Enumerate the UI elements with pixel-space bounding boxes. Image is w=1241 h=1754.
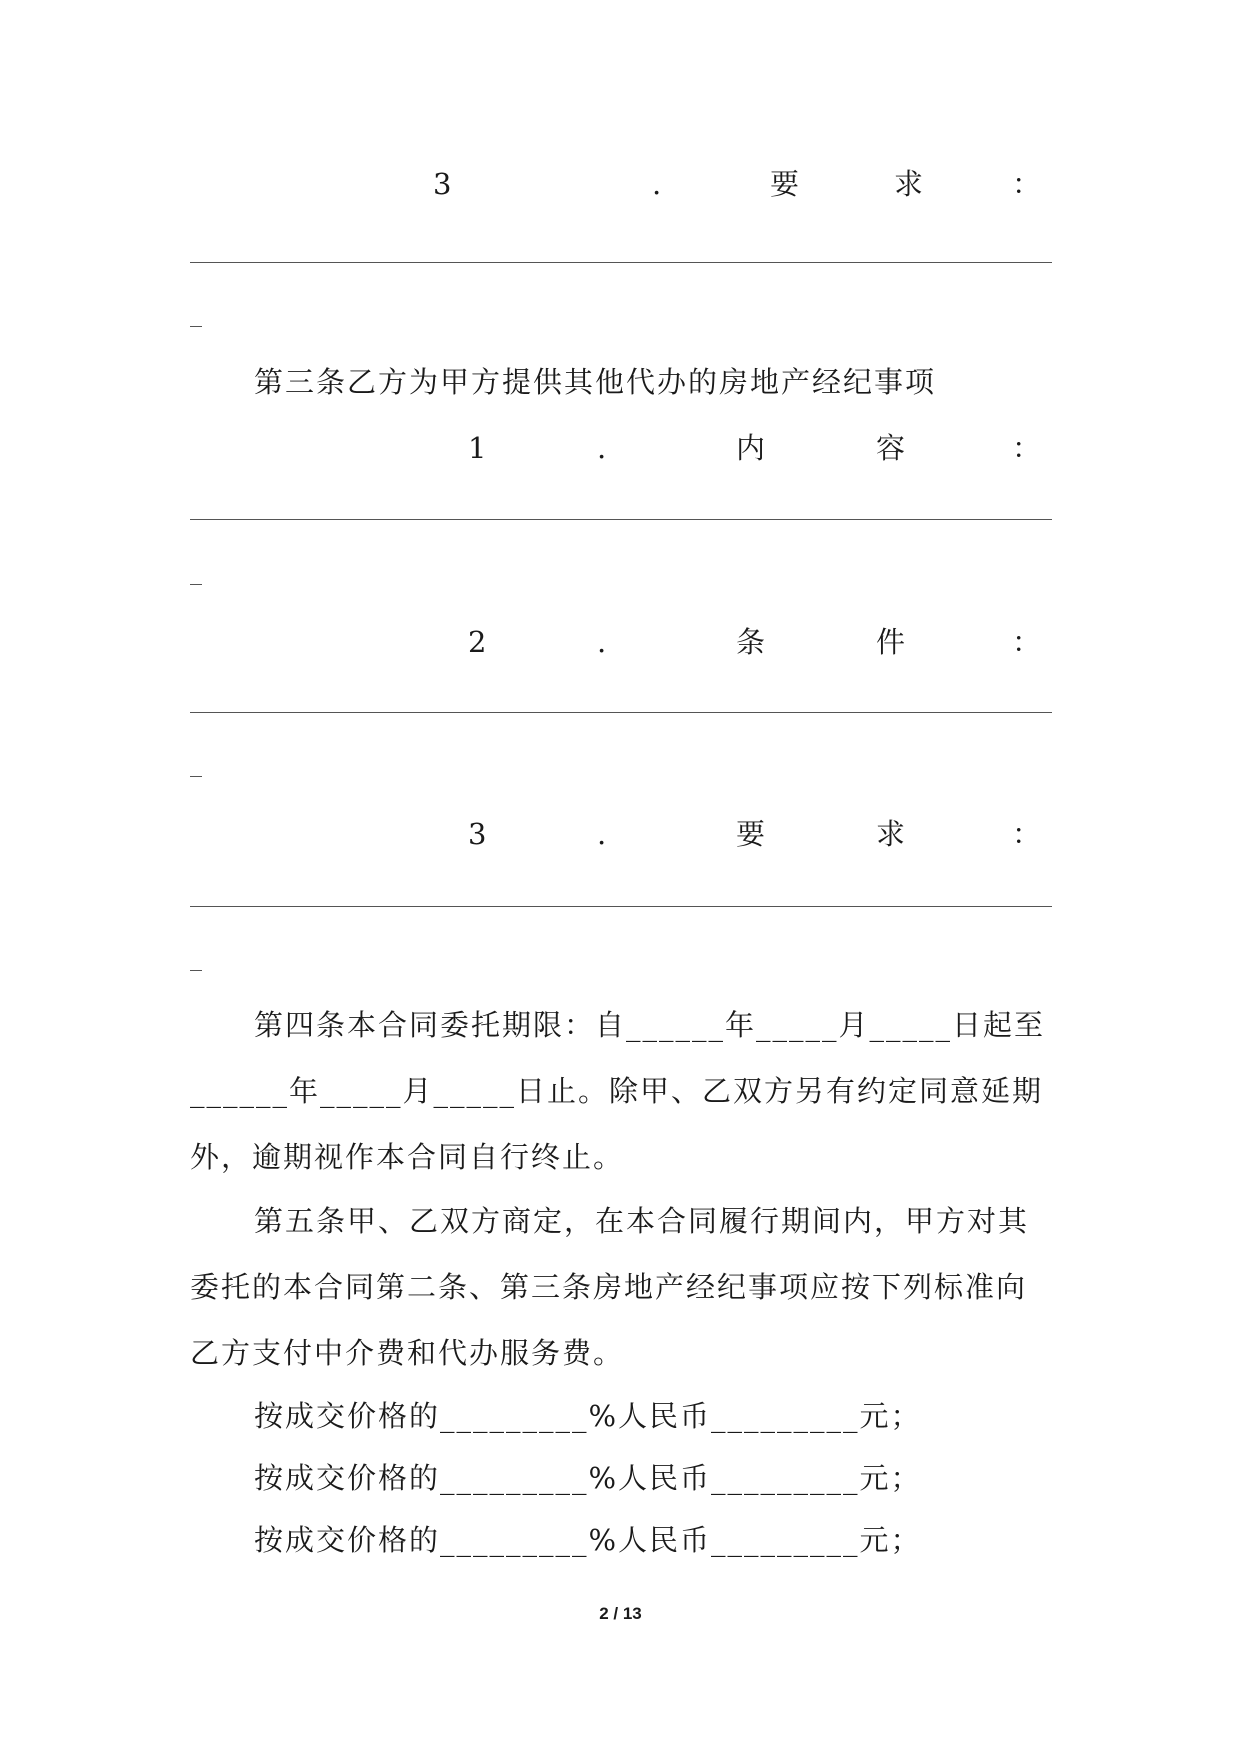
item-label-char-1: 要	[736, 817, 766, 851]
item-dot: .	[597, 817, 607, 851]
item-label-char-2: 求	[876, 817, 906, 851]
art3-item2-conditions	[0, 622, 1241, 662]
item-label-char-2: 件	[876, 625, 906, 659]
item-number: 2	[468, 625, 487, 659]
item-label-char-2: 容	[876, 431, 906, 465]
art4-paragraph: 第四条本合同委托期限：自______年_____月_____日起至______年_____月_____日止。除甲、乙双方另有约定同意延期外，逾期视作本合同自行终止。	[190, 1008, 1046, 1174]
fill-in-line	[190, 712, 1052, 713]
item-number: 3	[433, 167, 452, 201]
art3-item3-requirements	[0, 814, 1241, 854]
section-heading: 第三条乙方为甲方提供其他代办的房地产经纪事项	[254, 365, 937, 399]
art3-item1-content	[0, 428, 1241, 468]
art2-item3-requirements	[0, 164, 1241, 204]
art5-paragraph: 第五条甲、乙双方商定，在本合同履行期间内，甲方对其委托的本合同第二条、第三条房地产经纪事项应按下列标准向乙方支付中介费和代办服务费。	[190, 1204, 1030, 1370]
item-label-char-2: 求	[894, 167, 924, 201]
fee-line-2: 按成交价格的_________%人民币_________元；	[254, 1461, 922, 1495]
fee-line-1: 按成交价格的_________%人民币_________元；	[254, 1399, 922, 1433]
art3-heading	[0, 362, 1241, 402]
page-indicator: 2 / 13	[599, 1604, 642, 1623]
item-dot: .	[597, 431, 607, 465]
fill-in-line-end	[190, 776, 202, 777]
item-colon: ：	[1012, 431, 1042, 465]
item-label-char-1: 要	[770, 167, 800, 201]
fill-in-line	[190, 519, 1052, 520]
fill-in-line-end	[190, 970, 202, 971]
item-colon: ：	[1012, 625, 1042, 659]
fill-in-line	[190, 906, 1052, 907]
item-number: 1	[468, 431, 487, 465]
item-number: 3	[468, 817, 487, 851]
item-colon: ：	[1012, 167, 1042, 201]
item-label-char-1: 条	[736, 625, 766, 659]
item-dot: .	[597, 625, 607, 659]
item-dot: .	[652, 167, 662, 201]
item-label-char-1: 内	[736, 431, 766, 465]
fill-in-line	[190, 262, 1052, 263]
fee-line-3: 按成交价格的_________%人民币_________元；	[254, 1523, 922, 1557]
item-colon: ：	[1012, 817, 1042, 851]
fill-in-line-end	[190, 584, 202, 585]
fill-in-line-end	[190, 326, 202, 327]
